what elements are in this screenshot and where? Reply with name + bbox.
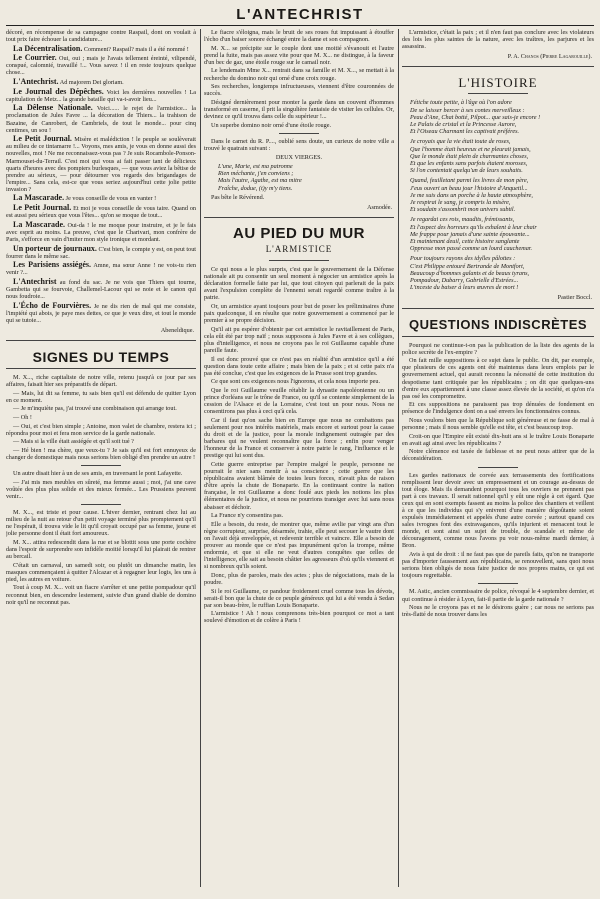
paragraph: Il est donc prouvé que ce n'est pas en réalité d'un armistice qu'il a été question dans toute cette affaire ; mais bien de la paix ; et si cette paix n'a pas été conclue, c'est que les exigences de la Prusse sont trop grandes. — [204, 355, 394, 377]
dialogue-list — [6, 45, 196, 324]
paragraph: M. X... se précipite sur le couple dont une moitié s'évanouit et l'autre prend la fuite, mais pas assez vite pour que M. X... ne distingue, à la faveur d'un bec de gaz, une étoile rouge sur le camail noir. — [204, 44, 394, 66]
dialogue-item — [6, 278, 196, 300]
paragraph: Désigné dernièrement pour monter la garde dans un couvent d'hommes transformé en caserne, il prit la singulière fantaisie de visiter les cellules. Or, devinez ce qu'il trouva dans celle du supérieur !... — [204, 98, 394, 121]
article-heading-questions-indiscretes: QUESTIONS INDISCRÈTES — [408, 316, 588, 332]
dialogue-item — [6, 104, 196, 133]
separator — [478, 467, 518, 468]
column-1 — [6, 29, 196, 887]
quatrain — [218, 163, 394, 192]
poem-line: Et l'aspect des horreurs qu'ils exhalent à leur chair — [410, 223, 537, 231]
dialogue-item — [6, 78, 196, 86]
poem-stanza — [410, 255, 594, 291]
poem-line: Je me suis dans un porche à la haute atmosphère, — [410, 191, 533, 199]
poem — [410, 99, 594, 291]
masthead-title: L'ANTECHRIST — [236, 6, 364, 23]
speaker-text: Je ne dis rien de mal qui me consiste, l'impiété qui abois, je paye mes dettes, ce que je veux dire, et tout le monde qui se tutoie... — [6, 302, 196, 324]
poem-line: Je regardai ces rois, maudits, frémissants, — [410, 216, 515, 224]
column-2 — [204, 29, 394, 887]
speaker-name: Un porteur de journaux. — [13, 243, 97, 253]
poem-title: DEUX VIERGES. — [275, 153, 323, 161]
speaker-name: L'Écho de Fourvières. — [13, 300, 92, 310]
paragraph: Ses recherches, longtemps infructueuses, viennent d'être couronnées de succès. — [204, 83, 394, 98]
poem-line: Le Palais de cristal et la Princesse Aurore, — [410, 120, 517, 128]
paragraph: Un autre disait hier à un de ses amis, en traversant le pont Lafayette. — [13, 470, 183, 478]
signature: Abeneldique. — [160, 326, 194, 334]
signature: Pastier Boccl. — [557, 294, 592, 302]
speaker-text: Voici les dernières nouvelles ! La capitulation de Metz... la grande bataille qui va-t-avoir lieu... — [6, 88, 196, 103]
signature: Asmodée. — [367, 203, 392, 211]
speaker-name: La Mascarade. — [13, 219, 66, 229]
article-heading-signes-du-temps: SIGNES DU TEMPS — [32, 349, 170, 366]
poem-line: Et que les enfants sans parfois étaient moroses, — [410, 160, 528, 167]
speaker-text: Ad majorem Dei gloriam. — [59, 79, 124, 87]
poem-line: Beaucoup d'hommes galants et de beaux tyrans, — [410, 269, 530, 277]
speaker-name: Le Journal des Dépêches. — [13, 86, 104, 96]
dialogue-item — [6, 221, 196, 243]
signature: P. A. Chanos (Pierre Lagarouille). — [507, 53, 592, 61]
paragraph: Le fiacre s'éloigna, mais le bruit de ses roues fut impuissant à étouffer l'écho d'un baiser sonore échangé entre la dame et son compagnon. — [204, 29, 394, 44]
poem-line: C'est Philippe entouré Bertrande de Montfort, — [410, 262, 525, 270]
separator — [81, 465, 121, 466]
paragraph: — Hé bien ! ma chère, que veux-tu ? Je sais qu'il est fort ennuyeux de changer de domestique mais nous serions bien obligé d'en prendre un autre ! — [6, 446, 196, 461]
paragraph: — Oui, et c'est bien simple ; Antoine, mon valet de chambre, restera ici ; répondra pour moi et fera mon service de la garde nationale. — [6, 422, 196, 437]
speaker-text: Oui, oui ; mais je l'avais tellement éreinté, vilipendé, conspué, calomnié, travaillé !... Vous savez ! il en reste toujours quelque chose... — [6, 55, 196, 77]
separator — [279, 133, 319, 134]
speaker-name: Le Courrier. — [13, 53, 57, 63]
separator — [478, 583, 518, 584]
dialogue-item — [6, 88, 196, 103]
speaker-name: Les Parisiens assiégés. — [13, 260, 92, 270]
poem-line: Je respirai le sang, je compris la misère, — [410, 199, 511, 207]
paragraph: Nous ne le croyons pas et ne le désirons guère ; car nous ne serions pas très-flatté de nous trouver dans les — [402, 604, 594, 619]
newspaper-page — [6, 5, 594, 889]
dialogue-item — [6, 135, 196, 193]
paragraph: Pourquoi ne continue-t-on pas la publication de la liste des agents de la police secrète de l'ex-empire ? — [402, 341, 594, 356]
separator — [269, 260, 329, 261]
paragraph: Qu'il ait pu espérer d'obtenir par cet armistice le ravitaillement de Paris, cela eût été par trop naïf ; nous supposons à Jules Favre et à ses collègues, plus d'intelligence, et nous ne croyons pas le roi Guillaume capable d'une pareille faute. — [204, 325, 394, 355]
poem-line: Si l'on contentait quelqu'un de leurs souhaits. — [410, 167, 523, 175]
paragraph: M. X... attira redescendit dans la rue et se blottit sous une porte cochère dans l'espoir de surprendre son infidèle moitié lorsqu'il lui plairait de rentrer au bercail. — [6, 538, 196, 561]
speaker-name: Le Petit Journal. — [13, 134, 72, 144]
paragraph: — Je m'inquiète pas, j'ai trouvé une combinaison qui arrange tout. — [13, 405, 177, 413]
speaker-text: Misère et malédiction ! le peuple se soulèverait au milieu de ce tintamarre !... Voyons, mes amis, je vous en donne aussi des nouvelles, moi ! Ne me reconnaissez-vous pas ? Je suis Rocambole-Ponson-Marmouset-du-Terrail. C'est moi qui vous ai fait passer tant de délicieux quarts d'heures avec des pompiers burlesques, — que vous aviez la bêtise de prendre au sérieux, — pour détourner vos regards des brigandages de l'empire... Sans cela, est-ce que vous seriez aujourd'hui cette jolie petite invasion ? — [6, 136, 196, 193]
speaker-text: Comment? Raspail? mais il a été nommé ! — [83, 45, 189, 53]
paragraph: — Mais, lui dit sa femme, tu sais bien qu'il est défendu de quitter Lyon en ce moment. — [6, 389, 196, 404]
poem-line: J'eus ouvert un beau jour l'histoire d'Anquetil... — [410, 184, 528, 192]
speaker-name: La Décentralisation. — [13, 43, 83, 53]
dialogue-item — [6, 45, 196, 53]
separator — [468, 93, 528, 94]
poem-line: Quand, feuilletant parmi les livres de mon père, — [410, 177, 529, 185]
poem-line: Pompadour, Dubarry, Gabrielle d'Estrées... — [410, 277, 519, 285]
paragraph: Car il faut qu'on sache bien en Europe que nous ne combattons pas seulement pour nos intérêts matériels, mais encore et surtout pour la cause du droit et de la justice, pour la morale indignement outragée par des barbares qui ne veulent reconnaître que la force ; enfin pour venger l'honneur de la France et conserver à notre patrie le rang, l'influence et le prestige qui lui sont dus. — [204, 416, 394, 460]
paragraph: M. X..., est triste et pour cause. L'hiver dernier, rentrant chez lui au milieu de la nuit au retour d'un petit voyage terminé plus promptement qu'il ne l'espérait, il trouva vide le lit qu'il croyait occupé par sa femme, jeune et jolie personne dont il était fort amoureux. — [6, 508, 196, 538]
dialogue-item — [6, 245, 196, 260]
paragraph: — Mais si la ville était assiégée et qu'il soit tué ? — [13, 438, 134, 446]
paragraph: Notre clémence est taxée de faiblesse et ne peut nous attirer que de la déconsidération. — [402, 448, 594, 463]
poem-stanza — [410, 216, 594, 252]
speaker-text: au fond du sac. Je ne vois que Thiers qui tourne, Gambetta qui se fourvoie, Challemel-Lacour qui se noie et le canon qui nous foudroie... — [6, 278, 196, 301]
paragraph: Croit-on que l'Empire eût existé dix-huit ans si le traître Louis Bonaparte en avait agi ainsi avec les républicains ? — [402, 432, 594, 447]
speaker-name: La Mascarade. — [13, 193, 65, 203]
paragraph: C'était un carnaval, un samedi soir, ou plutôt un dimanche matin, les masques commençaient à quitter l'Alcazar et à regagner leur logis, les uns à pied, les autres en voiture. — [6, 561, 196, 583]
paragraph: M. Astic, ancien commissaire de police, révoqué le 4 septembre dernier, et qui continue à résider à Lyon, fait-il partie de la garde nationale ? — [402, 588, 594, 603]
separator — [402, 308, 594, 309]
speaker-text: C'est bien, le compte y est, on peut tout fourrer dans le même sac. — [6, 245, 196, 260]
poem-line: Pour toujours rayons des idylles pâlottes : — [410, 255, 516, 263]
paragraph: L'armistice ! Ah ! nous comprenons très-bien pourquoi ce mot a tant soulevé d'émotion et de colère à Paris ! — [204, 610, 394, 625]
article-subheading: L'ARMISTICE — [265, 244, 333, 254]
paragraph: Ce que sont ces exigences nous l'ignorons, et cela nous importe peu. — [211, 378, 380, 386]
speaker-name: L'Antechrist — [13, 276, 57, 286]
separator — [6, 340, 196, 341]
masthead — [6, 5, 594, 26]
paragraph: Et ces suppositions ne paraissent pas trop dénuées de fondement en présence de l'indulgence dont on a usé envers les fonctionnaires connus. — [402, 401, 594, 416]
separator — [204, 217, 394, 218]
column-rule — [398, 29, 399, 887]
poem-line: De se laisser bercer à ses contes merveilleux : — [410, 106, 525, 114]
speaker-text: Et moi je vous conseille de vous taire. Quand on est aussi peu sérieux que vous l'êtes... qu'on se moque de tout... — [6, 205, 196, 220]
poem-line: Rien méchante, j'en conviens ; — [218, 170, 294, 178]
poem-line: Et l'Oiseau Charmant les captivait préféres. — [410, 128, 520, 136]
dialogue-item — [6, 194, 196, 202]
paragraph: décoré, en récompense de sa campagne contre Raspail, dont on voulait à tout prix faire échouer la candidature... — [6, 29, 196, 44]
poem-line: Me frappe pour jamais d'une sainte épouvante... — [410, 230, 530, 238]
paragraph: Le lendemain Mme X... rentrait dans sa famille et M. X..., se mettait à la recherche du domino noir qui orné d'une croix rouge. — [204, 67, 394, 82]
dialogue-item — [6, 302, 196, 324]
speaker-name: Le Petit Journal. — [13, 203, 72, 213]
poem-line: Que l'homme était heureux et ne pleurait jamais, — [410, 145, 531, 153]
poem-stanza — [410, 138, 594, 174]
paragraph: Nous voulons bien que la République soit généreuse et ne fasse de mal à personne ; mais il nous semble qu'elle est tête, et c'est beaucoup trop. — [402, 416, 594, 432]
poem-stanza — [410, 177, 594, 213]
speaker-text: Oui-da ! le me moque pour instruire, et je le fais avec esprit au moins. La preuve, c'est que le Charivari, mon confrère de Paris, s'efforce en vain d'imiter mon style ironique et mordant. — [6, 221, 196, 243]
paragraph: — Oh ! — [13, 414, 32, 422]
speaker-text: Voici...... le rejet de l'armistice... la proclamation de Jules Favre ... la décoration de Thiers... la trahison de Bazaine, de Canrobert, de Cambriels, de tout le monde... pour cinq centimes, un sou ! — [6, 105, 196, 134]
paragraph: Les gardes nationaux de corvée aux terrassements des fortifications remplissent leur devoir avec un empressement et un courage au-dessus de tout éloge. Mais ils demandent pourquoi tous les ouvriers ne prennent pas part à ces travaux. Il serait rationnel qu'il y eût une règle à cet égard. Que ceux qui en sont exempts fassent au moins la police des chantiers et veillent à ce que les individus qui s'y enivrent d'une manière dégoûtante soient expulsés immédiatement et appelés d'une autre corvée ; surtout quand ces sales ivrognes font des extravagances, qu'ils injurient et menacent tout le monde, et sont ainsi un sujet de trouble, de scandale et même de découragement, comme nous l'avons pu voir nous-même mardi dernier, à Bron. — [402, 471, 594, 550]
article-heading-histoire: L'HISTOIRE — [458, 75, 538, 91]
poem-stanza — [410, 99, 594, 135]
paragraph: Si le roi Guillaume, ce pandour froidement cruel comme tous les dévots, serait-il bon que la chute de ce peuple généreux qui lui a été vendu à Sedan par son beau-frère, le ruffian Louis Bonaparte. — [204, 587, 394, 609]
speaker-name: La Dêlense Nationale. — [13, 103, 93, 113]
dialogue-item — [6, 54, 196, 76]
paragraph: Tout à coup M. X... voit un fiacre s'arrêter et une petite pompadour qu'il reconnut bien, en descendre lestement, suivie d'un grand diable de domino noir qu'il ne reconnut pas. — [6, 584, 196, 606]
speaker-text: Je vous conseille de vous en vanter ! — [65, 195, 157, 203]
paragraph: Avis à qui de droit : il ne faut pas que de pareils faits, qu'on ne transporte pas d'importer faussement aux républicains, se renouvellent, sans quoi nous serions bien obligés de nous faire justice de nos propres mains, ce qui est toujours regrettable. — [402, 551, 594, 580]
poem-line: Je croyais que la vie était toute de roses, — [410, 138, 511, 146]
dialogue-item — [6, 261, 196, 276]
poem-line: Oppresse mon passé comme un lourd cauchemar. — [410, 245, 533, 253]
separator — [81, 504, 121, 505]
paragraph: On fait mille suppositions à ce sujet dans le public. On dit, par exemple, que plusieurs de ces agents ont été maintenus dans leurs emplois par le gouvernement actuel, qui aurait reconnu la nécessité de cette institution du despotisme tant critiquée par les républicains ; on dit que quelques-uns d'entre eux appartiennent à une classe assez élevée de la société, et qu'on n'a pas osé les compromettre. — [402, 357, 594, 400]
paragraph: L'armistice, c'était la paix ; et il n'en faut pas conclure avec les violateurs des lois les plus saintes de la nature, avec les traîtres, les parjures et les assassins. — [402, 29, 594, 51]
column-rule — [200, 29, 201, 887]
paragraph: Or, un armistice ayant toujours pour but de poser les préliminaires d'une paix quelconque, il en résulte que notre gouvernement a commencé par le premier à se propre décision. — [204, 302, 394, 325]
paragraph: M. X..., riche capitaliste de notre ville, retenu jusqu'à ce jour par ses affaires, faisait hier ses préparatifs de départ. — [6, 374, 196, 389]
column-3 — [402, 29, 594, 887]
paragraph: Que le roi Guillaume veuille rétablir la dynastie napoléonienne ou un prince d'orléans sur le trône de France, ou qu'il se contente simplement de la cession de l'Alsace et de la Lorraine, c'est tout un pour nous. Nous ne consentirons pas plus à ceci qu'à cela. — [204, 387, 394, 416]
separator — [6, 368, 196, 369]
poem-line: L'une, Marie, est ma patronne — [218, 163, 293, 170]
speaker-text: Amne, ma sœur Anne ! ne vois-tu rien venir ?... — [6, 262, 196, 277]
speaker-name: L'Antechrist. — [13, 77, 59, 87]
separator — [402, 336, 594, 337]
poem-line: Fraîche, dodue, (t)y m'y tiens. — [218, 184, 293, 192]
separator — [402, 66, 594, 67]
poem-line: Et maintenant deuil, cette histoire sanglante — [410, 238, 520, 246]
poem-line: Mais l'autre, Agathe, est ma mitre — [218, 177, 302, 185]
paragraph: Elle a besoin, du reste, de montrer que, même avilie par vingt ans d'un règne corrupteur, surprise, désarmée, trahie, elle peut secouer le vautre dont on l'avait déjà enveloppée, et redevenir terrible et vaincre. Elle a besoin de prouver au monde que ce n'est pas impunément qu'on la trompe, même endormie, et que si elle ne veut d'autres conquêtes que celles de l'intelligence, elle sait au besoin châtier les agresseurs d'où qu'ils viennent et si nombreux qu'ils soient. — [204, 520, 394, 571]
paragraph: La France n'y consentira pas. — [211, 512, 284, 520]
paragraph: Cette guerre entreprise par l'empire malgré le peuple, personne ne pourrait le nier sans mentir à sa conscience ; cette guerre que les républicains avaient blâmée de toutes leurs forces, n'avait plus de raison d'être après la chute de Bonaparte. En la continuant contre la nation française, le roi Guillaume a donc foulé aux pieds les notions les plus élémentaires de la justice, et nous ne pourrions transiger avec lui sans nous abaisser et déchoir. — [204, 460, 394, 511]
poem-line: Peau d'Ane, Chat botté, Pilpot... que sais-je encore ! — [410, 113, 541, 121]
paragraph: Pas bête le Révérend. — [211, 193, 265, 201]
dialogue-item — [6, 204, 196, 219]
paragraph: Un superbe domino noir orné d'une étoile rouge. — [211, 121, 332, 129]
paragraph: Ce qui nous a le plus surpris, c'est que le gouvernement de la Défense nationale ait pu consentir un seul moment à négocier un armistice après la déclaration formelle faite par lui, que tout citoyen qui parlerait de la paix avant l'expulsion complète de l'ennemi serait regardé comme traître à la patrie. — [204, 266, 394, 302]
paragraph: Dans le carnet du R. P...., oublié sens doute, un curieux de notre ville a trouvé le quatrain suivant : — [204, 137, 394, 152]
poem-line: Que le monde était plein de charmantes choses, — [410, 152, 529, 160]
paragraph: — J'ai mis mes meubles en sûreté, ma femme aussi ; moi, j'ai une cave voûtée des plus plus solide et des mieux fermée... Les Prussiens peuvent venir... — [6, 478, 196, 500]
poem-line: L'inceste du baiser à leurs œuvres de mort ! — [410, 284, 519, 292]
paragraph: Donc, plus de paroles, mais des actes ; plus de négociations, mais de la poudre. — [204, 571, 394, 586]
poem-line: Fétiche toute petite, à l'âge où l'on adore — [410, 99, 512, 107]
article-heading-au-pied-du-mur: AU PIED DU MUR — [232, 225, 365, 242]
poem-line: Et soudain s'assombrit mon univers subtil. — [410, 206, 516, 214]
